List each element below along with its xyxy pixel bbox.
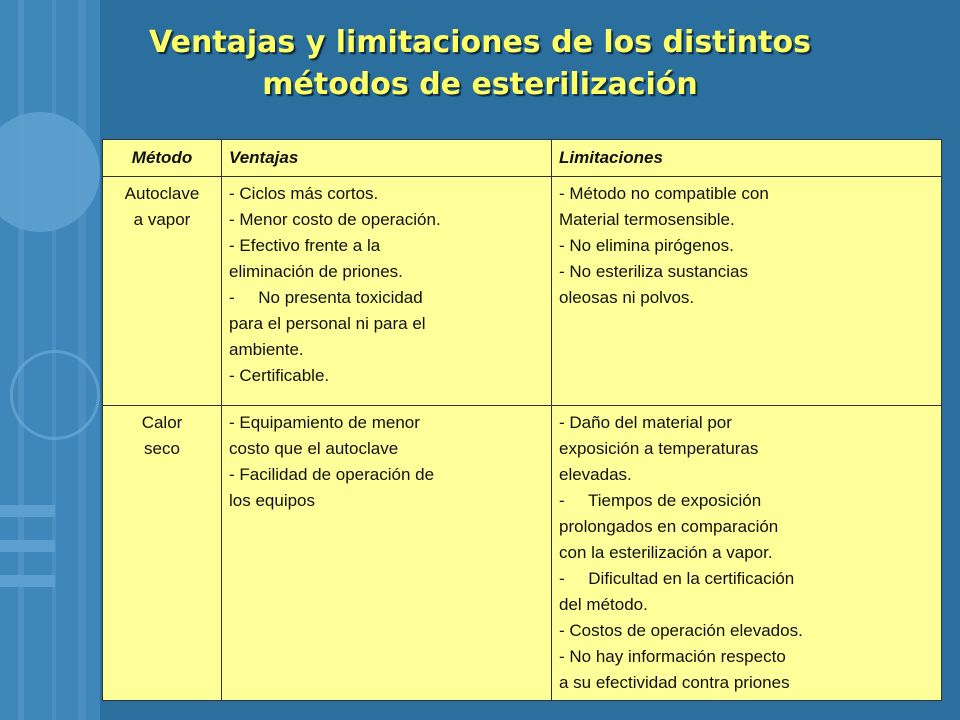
cell-line: - No elimina pirógenos. (559, 236, 734, 255)
header-advantages: Ventajas (222, 140, 552, 177)
cell-line: con la esterilización a vapor. (559, 543, 773, 562)
cell-line: Autoclave (124, 184, 200, 203)
table-row (103, 177, 942, 406)
cell-limitations (552, 406, 942, 701)
table-row (103, 406, 942, 701)
cell-line: - Costos de operación elevados. (559, 621, 803, 640)
cell-line: costo que el autoclave (229, 439, 399, 458)
cell-line: - Tiempos de exposición (559, 491, 762, 510)
cell-line: exposición a temperaturas (559, 439, 759, 458)
cell-line: - No presenta toxicidad (229, 288, 423, 307)
cell-line: ambiente. (229, 340, 304, 359)
decorative-bar (0, 505, 55, 517)
cell-method (103, 177, 222, 406)
header-method: Método (103, 140, 222, 177)
cell-line: - Efectivo frente a la (229, 236, 381, 255)
cell-advantages (222, 177, 552, 406)
cell-line: - Ciclos más cortos. (229, 184, 379, 203)
cell-line: - Certificable. (229, 366, 330, 385)
cell-line: los equipos (229, 491, 316, 510)
cell-line: seco (144, 439, 180, 458)
cell-line: elevadas. (559, 465, 632, 484)
cell-line: - Equipamiento de menor (229, 413, 420, 432)
cell-line: - Menor costo de operación. (229, 210, 441, 229)
cell-line: - No hay información respecto (559, 647, 786, 666)
cell-line: a vapor (133, 210, 191, 229)
cell-line: - No esteriliza sustancias (559, 262, 748, 281)
cell-line: prolongados en comparación (559, 517, 779, 536)
cell-line: - Daño del material por (559, 413, 732, 432)
cell-line: a su efectividad contra priones (559, 673, 790, 692)
decorative-bar (0, 540, 55, 552)
cell-line: - Método no compatible con (559, 184, 769, 203)
cell-line: Material termosensible. (559, 210, 735, 229)
cell-line: para el personal ni para el (229, 314, 426, 333)
header-limitations: Limitaciones (552, 140, 942, 177)
decorative-ring (10, 350, 100, 440)
cell-limitations (552, 177, 942, 406)
cell-line: Calor (141, 413, 183, 432)
cell-line: del método. (559, 595, 648, 614)
decorative-bar (0, 575, 55, 587)
cell-line: eliminación de priones. (229, 262, 403, 281)
comparison-table (102, 139, 942, 701)
table-header-row (103, 140, 942, 177)
cell-line: - Dificultad en la certificación (559, 569, 795, 588)
cell-line: - Facilidad de operación de (229, 465, 435, 484)
cell-method (103, 406, 222, 701)
cell-line: oleosas ni polvos. (559, 288, 695, 307)
cell-advantages (222, 406, 552, 701)
slide-title: Ventajas y limitaciones de los distintos métodos de esterilización (149, 25, 811, 102)
